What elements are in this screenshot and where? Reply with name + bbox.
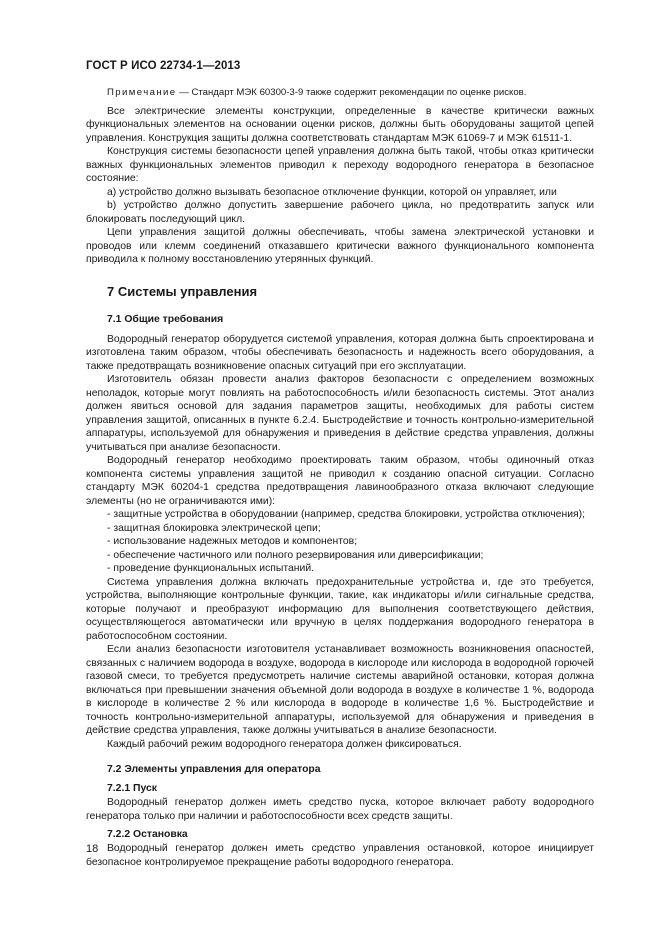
list-item-a: a) устройство должно вызывать безопасное отключение функции, которой он управляет, или (107, 186, 557, 198)
list-item-b: b) устройство должно допустить завершение рабочего цикла, но предотвратить запуск или блокировать последующий цикл. (86, 200, 594, 225)
section-title: 7 Системы управления (107, 283, 258, 299)
paragraph: Водородный генератор оборудуется системой управления, которая должна быть спроектирована и изготовлена таким образом, чтобы обеспечивать безопасность и надежность всего оборудования, а также предотвращать возникновение опасных ситуаций при его эксплуатации. (86, 333, 594, 372)
list-item: - проведение функциональных испытаний. (107, 563, 315, 574)
note (86, 87, 594, 100)
document-header: ГОСТ Р ИСО 22734-1—2013 (86, 60, 241, 72)
subsection-title: 7.2 Элементы управления для оператора (107, 764, 321, 775)
list-item: - защитная блокировка электрической цепи; (107, 522, 321, 534)
measures-list (86, 508, 594, 576)
paragraph: Водородный генератор должен иметь средство пуска, которое включает работу водородного генератора только при наличии и работоспособности всех средств защиты. (86, 797, 594, 822)
paragraph: Если анализ безопасности изготовителя устанавливает возможность возникновения опасностей, связанных с наличием водорода в воздухе, водорода в кислороде или кислорода в водородной горючей газовой смеси, то требуется предусмотреть наличие системы аварийной остановки, которая должна включаться при превышении значения объемной доли водорода в воздухе в количестве 1 %, водорода в кислороде в количестве 2 % или кислорода в водороде в количестве 1,6 %. Быстродействие и точность контрольно-измерительной аппаратуры, используемой для обнаружения и приведения в действие средства управления, также должны учитываться в анализе безопасности. (86, 644, 594, 736)
paragraph: Система управления должна включать предохранительные устройства и, где это требуется, устройства, выполняющие контрольные функции, такие, как индикаторы и/или сигнальные средства, которые получают и преобразуют информацию для выполнения соответствующего действия, осуществляющегося автоматически или вручную в целях поддержания водородного генератора в работоспособном состоянии. (86, 576, 594, 642)
note-text: — Стандарт МЭК 60300-3-9 также содержит рекомендации по оценке рисков. (176, 87, 527, 98)
note-label: Примечание (107, 87, 177, 98)
subsubsection-title: 7.2.1 Пуск (107, 783, 157, 794)
list-item: - защитные устройства в оборудовании (например, средства блокировки, устройства отключения); (107, 509, 585, 520)
subsection-title: 7.1 Общие требования (107, 313, 224, 325)
page-number: 18 (86, 843, 99, 855)
paragraph: Водородный генератор должен иметь средство управления остановкой, которое инициирует безопасное контролируемое прекращение работы водородного генератора. (86, 843, 594, 868)
document-page (86, 60, 594, 869)
subsubsection-title: 7.2.2 Остановка (107, 829, 188, 840)
paragraph: Конструкция системы безопасности цепей управления должна быть такой, чтобы отказ критически важных функциональных элементов приводил к переходу водородного генератора в безопасное состояние: (86, 146, 594, 184)
list-item: - обеспечение частичного или полного резервирования или диверсификации; (107, 549, 484, 561)
paragraph: Изготовитель обязан провести анализ факторов безопасности с определением возможных неполадок, которые могут повлиять на работоспособность и/или безопасность системы. Этот анализ должен явиться основой для задания параметров защиты, необходимых для работы систем управления защитой, описанных в пункте 6.2.4. Быстродействие и точность контрольно-измерительной аппаратуры, используемой для обнаружения и приведения в действие средства управления, должны учитываться при анализе безопасности. (86, 374, 594, 453)
paragraph: Водородный генератор необходимо проектировать таким образом, чтобы одиночный отказ компонента системы управления защитой не приводил к созданию опасной ситуации. Согласно стандарту МЭК 60204-1 средства предотвращения лавинообразного отказа включают следующие элементы (но не ограничиваются ими): (86, 455, 594, 507)
paragraph: Каждый рабочий режим водородного генератора должен фиксироваться. (107, 738, 462, 750)
paragraph: Все электрические элементы конструкции, определенные в качестве критически важных функциональных элементов на основании оценки рисков, должны быть оборудованы защитой цепей управления. Конструкция защиты должна соответствовать стандартам МЭК 61069-7 и МЭК 61511-1. (86, 105, 594, 144)
paragraph: Цепи управления защитой должны обеспечивать, чтобы замена электрической установки и проводов или клемм соединений отказавшего критически важного функционального компонента приводила к полному восстановлению утерянных функций. (86, 227, 594, 265)
list-item: - использование надежных методов и компонентов; (107, 536, 358, 547)
